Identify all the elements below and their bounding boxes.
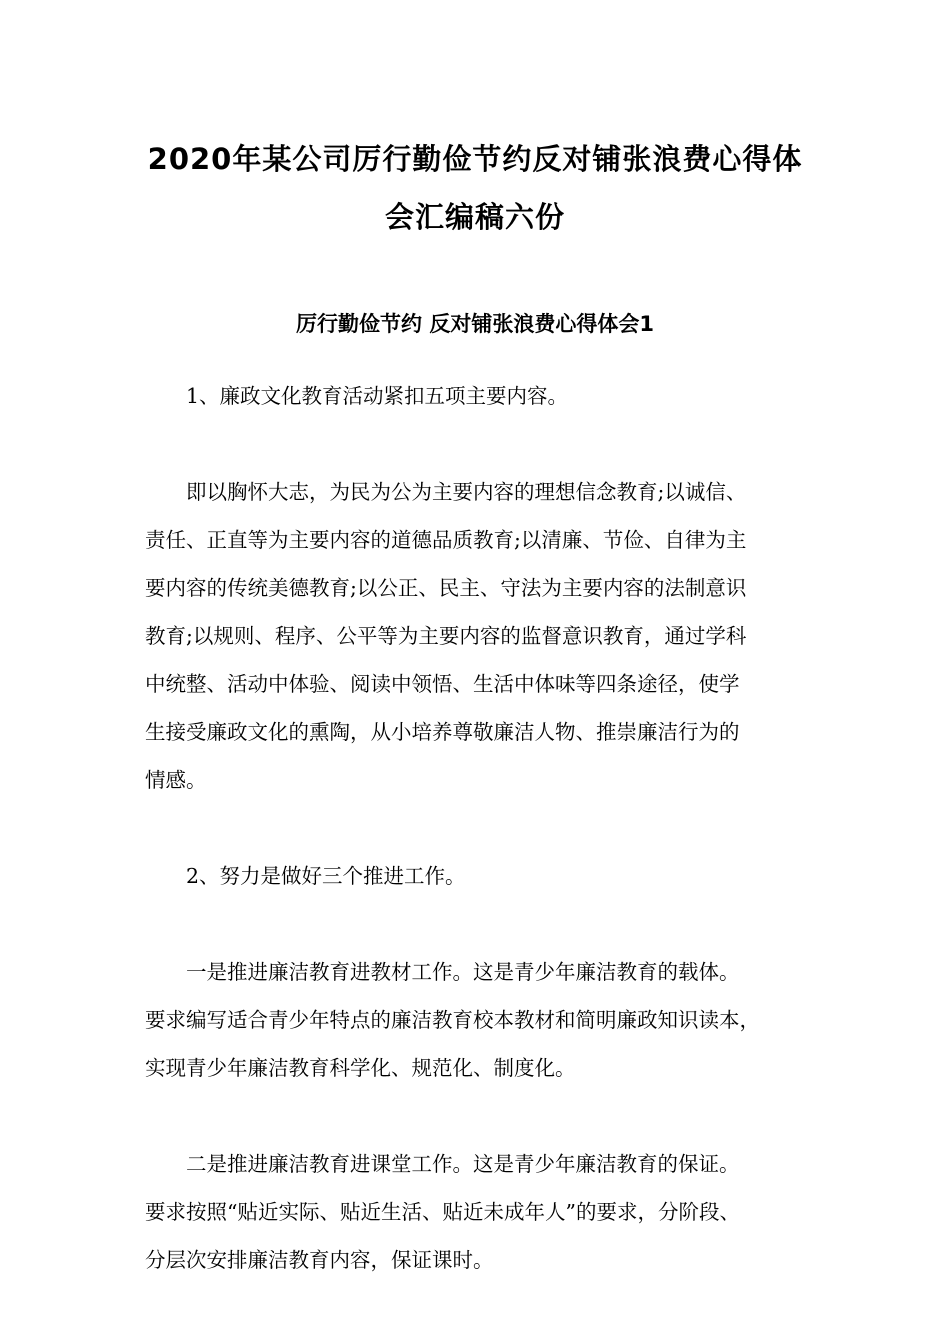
text-line: 要求按照“贴近实际、贴近生活、贴近未成年人”的要求，分阶段、: [145, 1200, 740, 1224]
paragraph: [145, 948, 810, 1092]
paragraph: [145, 852, 810, 900]
text-line: 分层次安排廉洁教育内容，保证课时。: [145, 1248, 494, 1272]
title-line: 2020年某公司厉行勤俭节约反对铺张浪费心得体: [147, 142, 803, 176]
text-line: 要内容的传统美德教育;以公正、民主、守法为主要内容的法制意识: [145, 576, 747, 600]
text-line: 生接受廉政文化的熏陶，从小培养尊敬廉洁人物、推崇廉洁行为的: [145, 720, 740, 744]
paragraph: [145, 372, 810, 420]
title-line: 会汇编稿六份: [384, 200, 565, 234]
paragraph: [145, 1140, 810, 1284]
document-body: [145, 372, 810, 1332]
text-line: 即以胸怀大志，为民为公为主要内容的理想信念教育;以诚信、: [186, 480, 747, 504]
paragraph: [145, 468, 810, 804]
text-line: 要求编写适合青少年特点的廉洁教育校本教材和简明廉政知识读本，: [145, 1008, 760, 1032]
text-line: 情感。: [145, 768, 207, 792]
text-line: 教育;以规则、程序、公平等为主要内容的监督意识教育，通过学科: [145, 624, 747, 648]
text-line: 责任、正直等为主要内容的道德品质教育;以清廉、节俭、自律为主: [145, 528, 747, 552]
text-line: 二是推进廉洁教育进课堂工作。这是青少年廉洁教育的保证。: [186, 1152, 740, 1176]
text-line: 2、努力是做好三个推进工作。: [186, 864, 466, 888]
text-line: 中统整、活动中体验、阅读中领悟、生活中体味等四条途径，使学: [145, 672, 740, 696]
document-title: [120, 130, 830, 246]
section-heading: 厉行勤俭节约 反对铺张浪费心得体会1: [296, 312, 654, 336]
text-line: 一是推进廉洁教育进教材工作。这是青少年廉洁教育的载体。: [186, 960, 740, 984]
text-line: 1、廉政文化教育活动紧扣五项主要内容。: [186, 384, 569, 408]
text-line: 实现青少年廉洁教育科学化、规范化、制度化。: [145, 1056, 576, 1080]
